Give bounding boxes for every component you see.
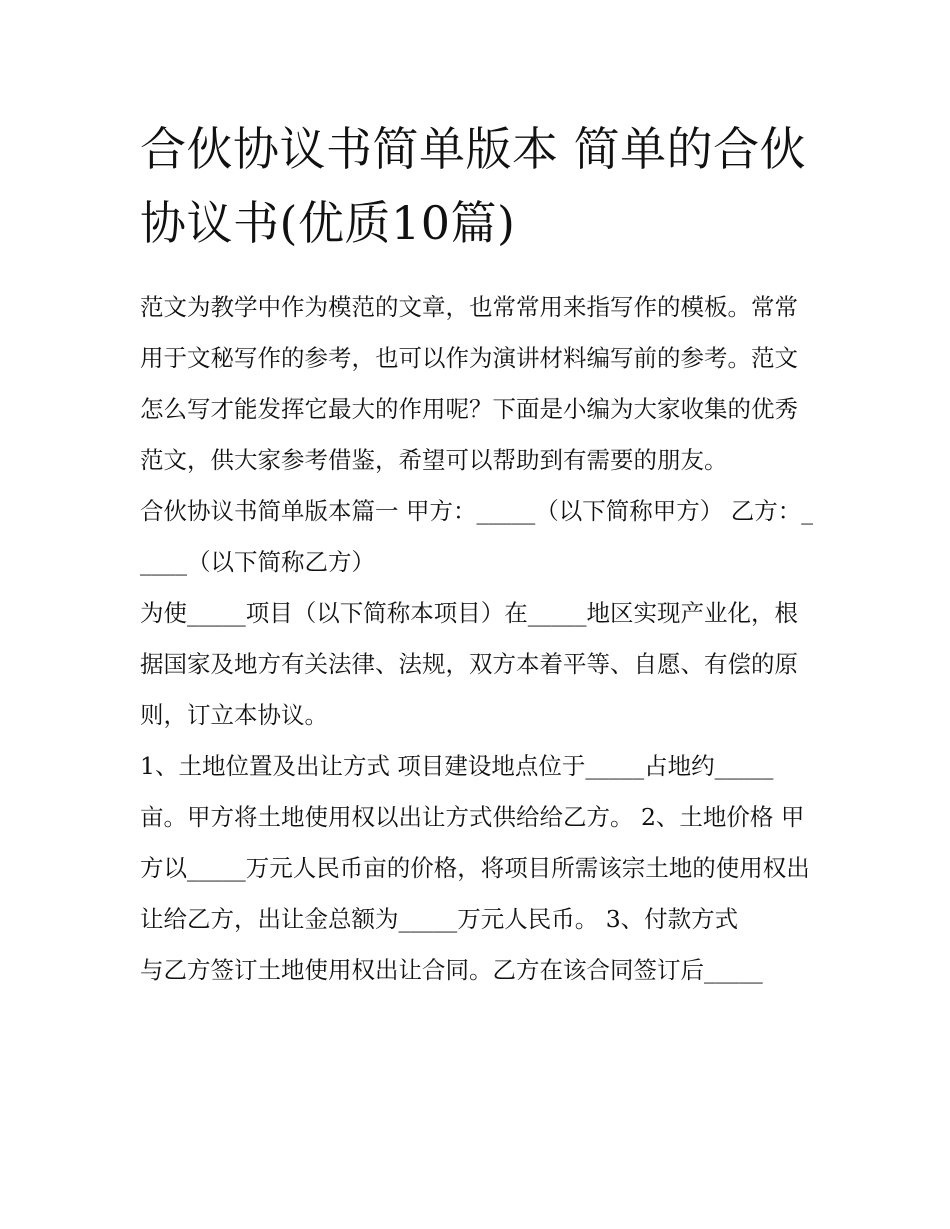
document-content [140, 112, 820, 996]
purpose-paragraph: 为使_____项目（以下简称本项目）在_____地区实现产业化，根据国家及地方有关法律、法规，双方本着平等、自愿、有偿的原则，订立本协议。 [140, 599, 798, 729]
payment-paragraph: 与乙方签订土地使用权出让合同。乙方在该合同签订后_____ [140, 956, 763, 984]
document-title: 合伙协议书简单版本 简单的合伙协议书(优质10篇) [140, 122, 807, 250]
intro-paragraph: 范文为教学中作为模范的文章，也常常用来指写作的模板。常常用于文秘写作的参考，也可以作为演讲材料编写前的参考。范文怎么写才能发挥它最大的作用呢？下面是小编为大家收集的优秀范文，供大家参考借鉴，希望可以帮助到有需要的朋友。 [140, 293, 798, 474]
parties-paragraph: 合伙协议书简单版本篇一 甲方：_____（以下简称甲方） 乙方：_____（以下简称乙方） [140, 497, 813, 576]
terms-paragraph: 1、土地位置及出让方式 项目建设地点位于_____占地约_____亩。甲方将土地使用权以出让方式供给给乙方。 2、土地价格 甲方以_____万元人民币亩的价格，将项目所需该宗土地的使用权出让给乙方，出让金总额为_____万元人民币。 3、付款方式 [140, 752, 810, 933]
document-body [140, 282, 820, 996]
